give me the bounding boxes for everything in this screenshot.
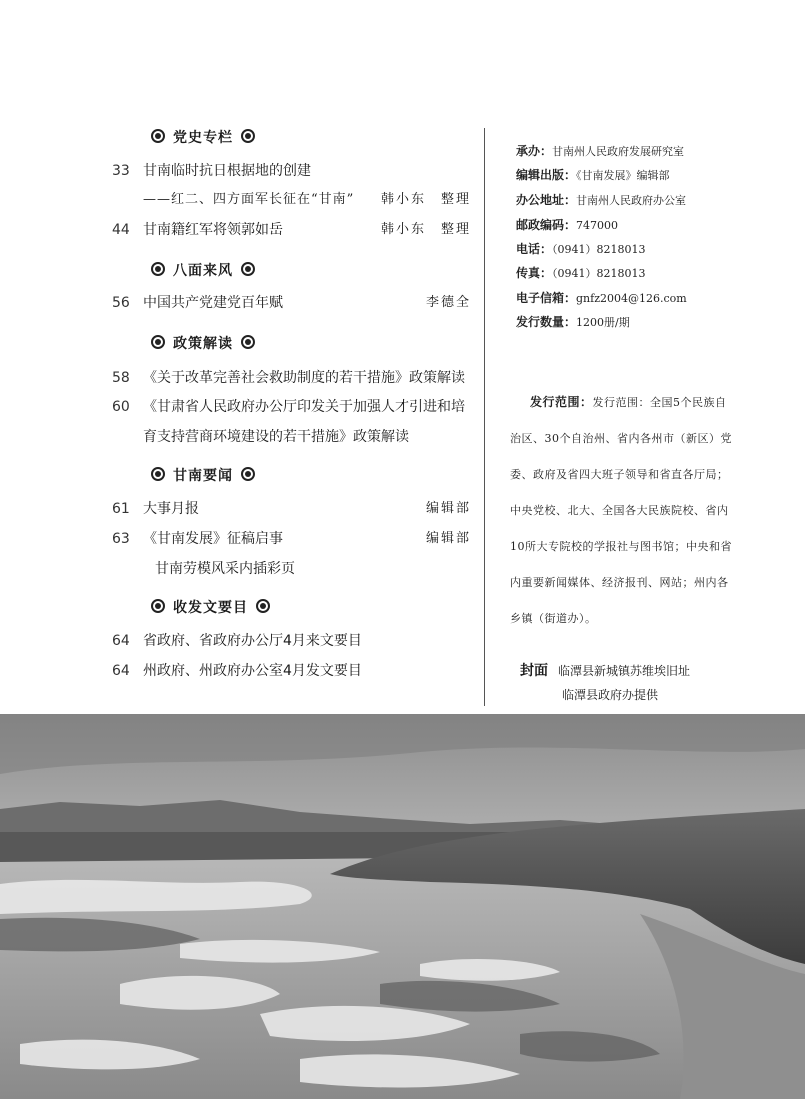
cover-label: 封面 [520, 663, 548, 679]
page-number: 64 [112, 663, 130, 679]
entry-subtitle: ——红二、四方面军长征在“甘南” [143, 192, 355, 207]
cover-credit [562, 686, 658, 703]
entry-title: 育支持营商环境建设的若干措施》政策解读 [143, 429, 409, 445]
section-heading-voices [143, 260, 263, 280]
toc-entry[interactable] [0, 630, 485, 652]
section-heading-party-history [143, 127, 263, 147]
toc-entry[interactable] [0, 498, 485, 520]
page-number: 61 [112, 501, 130, 517]
toc-entry[interactable] [0, 426, 485, 448]
info-value: 《甘南发展》编辑部 [576, 169, 670, 182]
entry-title: 甘南临时抗日根据地的创建 [143, 163, 311, 179]
page-number: 63 [112, 531, 130, 547]
info-row [516, 289, 687, 306]
page-number: 64 [112, 633, 130, 649]
info-row [516, 240, 646, 257]
info-label: 承办： [516, 144, 553, 158]
info-value: 甘南州人民政府办公室 [576, 194, 687, 207]
toc-entry[interactable] [0, 219, 485, 241]
section-title: 八面来风 [173, 263, 233, 279]
page-number: 44 [112, 222, 130, 238]
section-title: 政策解读 [173, 336, 233, 352]
page-number: 60 [112, 399, 130, 415]
circle-bullet-icon [241, 467, 255, 481]
entry-title: 州政府、州政府办公室4月发文要目 [143, 663, 362, 679]
circle-bullet-icon [151, 467, 165, 481]
entry-title: 大事月报 [143, 501, 199, 517]
toc-entry[interactable] [0, 160, 485, 182]
circle-bullet-icon [151, 262, 165, 276]
toc-entry[interactable] [0, 528, 485, 550]
entry-author: 编辑部 [425, 501, 471, 516]
section-title: 党史专栏 [173, 130, 233, 146]
entry-author: 韩小东 整理 [380, 222, 471, 237]
page-number: 33 [112, 163, 130, 179]
circle-bullet-icon [151, 599, 165, 613]
entry-author: 编辑部 [425, 531, 471, 546]
info-label: 编辑出版： [516, 168, 577, 182]
column-divider [484, 128, 485, 706]
section-heading-policy [143, 333, 263, 353]
circle-bullet-icon [241, 335, 255, 349]
circle-bullet-icon [151, 129, 165, 143]
section-heading-news [143, 465, 263, 485]
circle-bullet-icon [241, 129, 255, 143]
toc-entry[interactable] [0, 367, 485, 389]
cover-caption [520, 660, 690, 680]
toc-entry[interactable] [0, 189, 485, 211]
info-row [516, 264, 646, 281]
info-row [516, 191, 686, 208]
info-value: 甘南州人民政府发展研究室 [552, 145, 685, 158]
circle-bullet-icon [241, 262, 255, 276]
page-number: 58 [112, 370, 130, 386]
info-value: （0941）8218013 [552, 243, 646, 256]
toc-entry[interactable] [0, 396, 485, 418]
info-label: 电子信箱： [516, 291, 577, 305]
entry-title: 甘南籍红军将领郭如岳 [143, 222, 283, 238]
entry-title: 《关于改革完善社会救助制度的若干措施》政策解读 [143, 370, 465, 386]
info-row [516, 142, 684, 159]
entry-author: 李德全 [425, 295, 471, 310]
entry-title: 甘南劳模风采内插彩页 [155, 561, 295, 577]
info-label: 邮政编码： [516, 218, 577, 232]
info-value: 747000 [576, 219, 619, 232]
distribution-scope [510, 384, 732, 637]
distribution-text: 发行范围：全国5个民族自治区、30个自治州、省内各州市（新区）党委、政府及省四大班子领导和省直各厅局；中央党校、北大、全国各大民族院校、省内10所大专院校的学报社与图书馆；中央和省内重要新闻媒体、经济报刊、网站；州内各乡镇（街道办）。 [510, 396, 732, 625]
section-title: 甘南要闻 [173, 468, 233, 484]
cover-line-2: 临潭县政府办提供 [562, 688, 659, 702]
info-label: 电话： [516, 242, 553, 256]
info-label: 办公地址： [516, 193, 577, 207]
entry-title: 中国共产党建党百年赋 [143, 295, 283, 311]
info-label: 传真： [516, 266, 553, 280]
circle-bullet-icon [256, 599, 270, 613]
info-row [516, 166, 670, 183]
toc-entry[interactable] [0, 558, 485, 580]
info-row [516, 313, 630, 330]
page-number: 56 [112, 295, 130, 311]
entry-title: 《甘肃省人民政府办公厅印发关于加强人才引进和培 [143, 399, 465, 415]
cover-line-1: 临潭县新城镇苏维埃旧址 [558, 664, 691, 678]
distribution-label: 发行范围： [530, 395, 593, 409]
toc-entry[interactable] [0, 660, 485, 682]
entry-title: 省政府、省政府办公厅4月来文要目 [143, 633, 362, 649]
info-value: 1200册/期 [576, 316, 630, 329]
frozen-river-photo [0, 714, 805, 1099]
info-label: 发行数量： [516, 315, 577, 329]
entry-author: 韩小东 整理 [380, 192, 471, 207]
info-value: （0941）8218013 [552, 267, 646, 280]
circle-bullet-icon [151, 335, 165, 349]
entry-title: 《甘南发展》征稿启事 [143, 531, 283, 547]
info-row [516, 216, 618, 233]
section-heading-documents [143, 597, 278, 617]
toc-entry[interactable] [0, 292, 485, 314]
info-value: gnfz2004@126.com [576, 292, 687, 305]
section-title: 收发文要目 [173, 600, 248, 616]
